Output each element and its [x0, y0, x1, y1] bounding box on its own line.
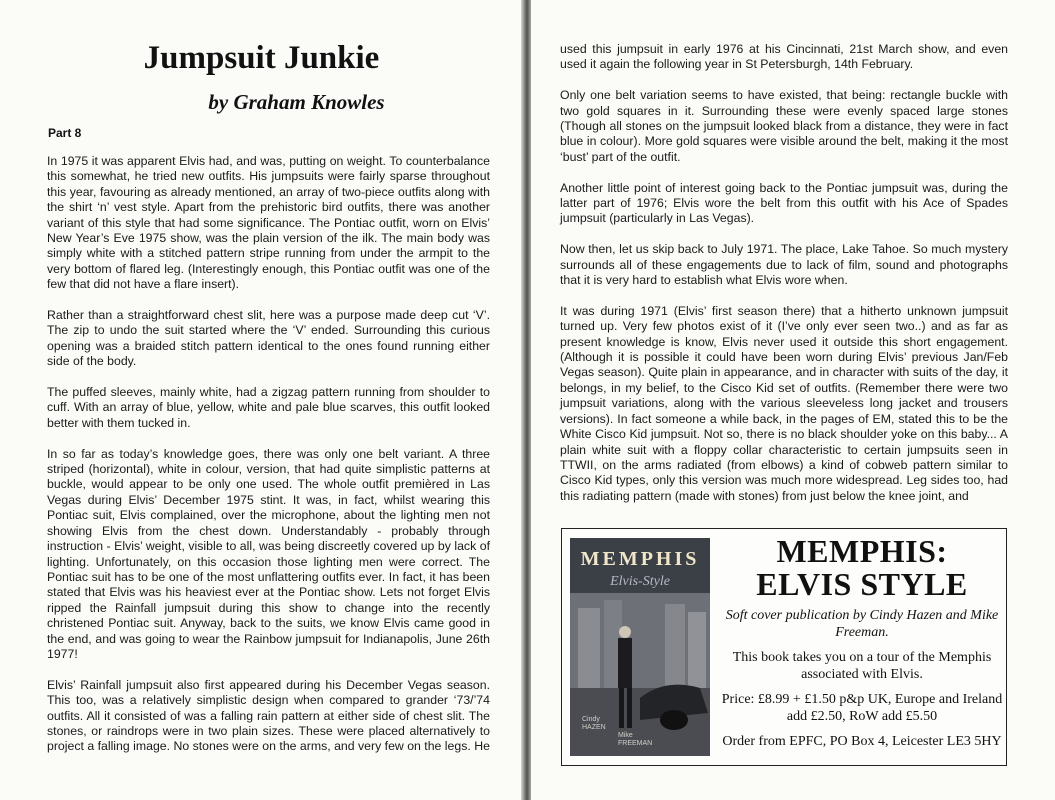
left-column-text	[47, 154, 490, 770]
paragraph: Rather than a straightforward chest slit, here was a purpose made deep cut ‘V’. The zip to undo the suit started where the ‘V’ ended. Surrounding this curious opening was a braided stitch pattern identical to the ones found running either side of the body.	[47, 308, 490, 369]
right-column-text	[560, 42, 1008, 520]
book-cover-author: Cindy HAZEN	[582, 716, 606, 731]
book-cover-image	[570, 538, 710, 756]
article-byline: by Graham Knowles	[208, 90, 385, 114]
ad-price: Price: £8.99 + £1.50 p&p UK, Europe and Ireland add £2.50, RoW add £5.50	[721, 692, 1003, 724]
paragraph: It was during 1971 (Elvis’ first season there) that a hitherto unknown jumpsuit turned up. Very few photos exist of it (I’ve only ever seen two..) and as far as present knowledge is know, Elvis never used it outside this short engagement. (Although it is possible it could have been worn during Elvis’ previous Jan/Feb Vegas season). Quite plain in appearance, and in character with suits of the day, it belongs, in my belief, to the Cisco Kid set of outfits. (Remember there were two jumpsuit variations, along with the various sleeveless long jacket and trousers versions). In fact someone a while back, in the pages of EM, stated this to be the White Cisco Kid jumpsuit. Not so, there is no black shoulder yoke on this baby... A plain white suit with a floppy collar characteristic to certain jumpsuits seen in TTWII, on the arms radiated (from elbows) a kind of cobweb pattern similar to Cisco Kid types, only this version was much more widespread. Leg sides too, had this radiating pattern (made with stones) from just below the knee joint, and	[560, 303, 1008, 503]
ad-copy	[720, 535, 1004, 750]
ad-description: This book takes you on a tour of the Memphis associated with Elvis.	[732, 650, 992, 682]
paragraph: Another little point of interest going back to the Pontiac jumpsuit was, during the latter part of 1976; Elvis wore the belt from this outfit with his Ace of Spades jumpsuit (particularly in Las Vegas).	[560, 180, 1008, 226]
paragraph: In 1975 it was apparent Elvis had, and was, putting on weight. To counterbalance this somewhat, he tried new outfits. His jumpsuits were fairly sparse throughout this year, favouring as already mentioned, an array of two-piece outfits along with the shirt ‘n’ vest style. Apart from the prehistoric bird outfits, there was another variant of this style that had some significance. The Pontiac outfit, worn on Elvis’ New Year’s Eve 1975 show, was the plain version of the ilk. The main body was simply white with a stitched pattern stripe running from under the armpit to the very bottom of flared leg. (Interestingly enough, this Pontiac outfit was one of the few that did not have a flare insert).	[47, 154, 490, 292]
left-page	[0, 0, 523, 800]
ad-subtitle: Soft cover publication by Cindy Hazen and Mike Freeman.	[725, 608, 999, 640]
paragraph: Elvis’ Rainfall jumpsuit also first appeared during his December Vegas season. This too, was a relatively simplistic design when compared to grander ‘73/’74 outfits. All it consisted of was a falling rain pattern at either side of chest slit. The stones, or raindrops were in two plain sizes. These were placed alternatively to project a falling image. No stones were on the arms, and very few on the legs. He	[47, 677, 490, 754]
ad-headline: ELVIS STYLE	[756, 566, 968, 602]
ad-order-address: Order from EPFC, PO Box 4, Leicester LE3 5HY	[722, 734, 1002, 749]
book-cover-author: Mike FREEMAN	[618, 732, 653, 747]
ad-headline: MEMPHIS:	[776, 533, 948, 569]
paragraph: Now then, let us skip back to July 1971. The place, Lake Tahoe. So much mystery surrounds all of these engagements due to lack of film, sound and photographs that it is very hard to establish what Elvis wore when.	[560, 242, 1008, 288]
part-label: Part 8	[48, 126, 82, 140]
book-advertisement	[561, 528, 1007, 766]
book-cover-title: MEMPHIS	[580, 548, 700, 570]
paragraph: Only one belt variation seems to have existed, that being: rectangle buckle with two gold squares in it. Surrounding these were evenly spaced large stones (Though all stones on the jumpsuit looked black from a distance, they were in fact blue in colour). More gold squares were visible around the belt, making it the most ‘bust’ part of the outfit.	[560, 88, 1008, 164]
book-cover-subtitle: Elvis-Style	[610, 574, 670, 589]
paragraph: used this jumpsuit in early 1976 at his Cincinnati, 21st March show, and even used it again the following year in St Petersburgh, 14th February.	[560, 42, 1008, 72]
article-title: Jumpsuit Junkie	[143, 40, 380, 76]
right-page	[531, 0, 1055, 800]
paragraph: The puffed sleeves, mainly white, had a zigzag pattern running from shoulder to cuff. With an array of blue, yellow, white and pale blue scarves, this outfit looked better with them tucked in.	[47, 385, 490, 430]
paragraph: In so far as today’s knowledge goes, there was only one belt variant. A three striped (horizontal), white in colour, version, that had quite simplistic patterns at buckle, would appear to be only one used. The whole outfit premièred in Las Vegas during Elvis’ December 1975 stint. It was, in fact, whilst wearing this Pontiac suit, Elvis complained, over the microphone, about the lighting men not showing Elvis from the chest down. Understandably - probably through instruction - Elvis’ weight, visible to all, was being discreetly covered up by lack of lighting. Unfortunately, on this occasion those lighting men were correct. The Pontiac suit has to be one of the most unflattering outfits ever. In fact, it has been stated that Elvis was his heaviest ever at the Pontiac show. Lets not forget Elvis ripped the Rainfall jumpsuit during this show to change into the recently christened Pontiac suit. Anyway, back to the suits, we know Elvis came good in the end, and was going to wear the Rainbow jumpsuit for Indianapolis, June 26th 1977!	[47, 446, 490, 661]
